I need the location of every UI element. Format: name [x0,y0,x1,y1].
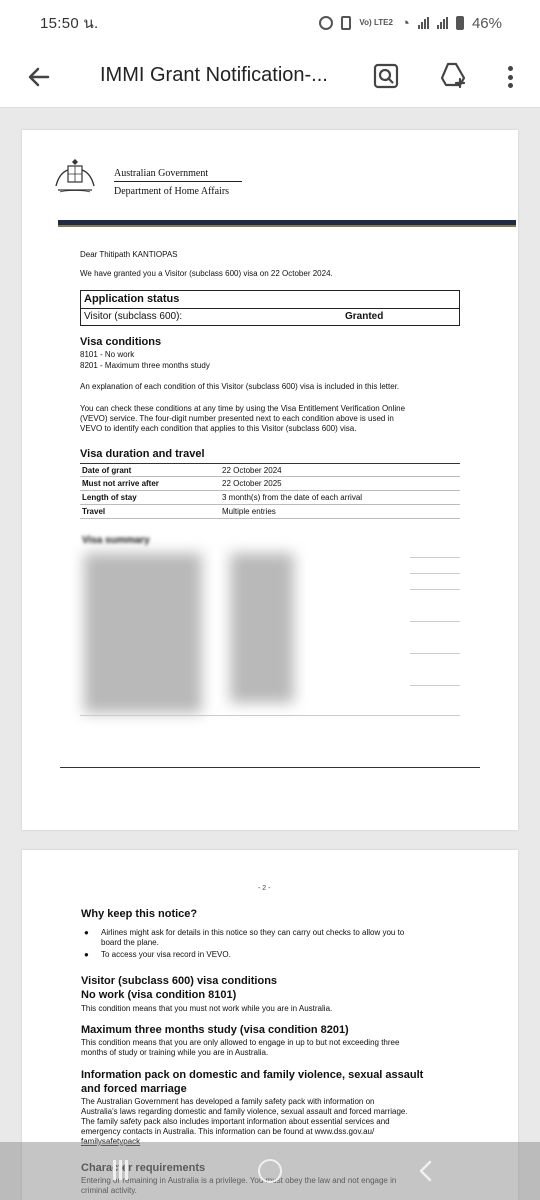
signal-icon [418,17,429,29]
row-label: Travel [82,507,106,516]
signal-icon-2 [437,17,448,29]
study-heading: Maximum three months study (visa condition 8201) [81,1024,349,1036]
no-work-text: This condition means that you must not work while you are in Australia. [81,1004,333,1013]
nav-back-icon[interactable] [414,1159,438,1183]
status-box-divider [81,308,459,309]
salutation: Dear Thitipath KANTIOPAS [80,250,178,259]
row-value: Multiple entries [222,507,276,516]
row-divider [80,715,460,716]
status-box-label: Visitor (subclass 600): [84,311,183,322]
table-row [80,463,460,477]
status-icons [319,15,502,32]
table-row [80,491,460,505]
condition-item: 8201 - Maximum three months study [80,361,210,370]
battery-icon [456,16,464,30]
document-title: IMMI Grant Notification-... [100,64,328,86]
row-divider [410,573,460,574]
bullet: ● [84,950,89,959]
conditions-explanation: An explanation of each condition of this Visitor (subclass 600) visa is included in this letter. [80,382,400,391]
row-value: 22 October 2024 [222,466,282,475]
redacted-block [84,553,202,713]
redacted-block [230,553,294,703]
row-label: Must not arrive after [82,479,159,488]
row-divider [410,685,460,686]
row-value: 3 month(s) from the date of each arrival [222,493,363,502]
status-time: 15:50 น. [40,15,99,32]
department-name: Department of Home Affairs [114,186,230,197]
application-status-box [80,290,460,326]
back-arrow-icon[interactable] [26,64,52,90]
no-work-heading: No work (visa condition 8101) [81,989,237,1001]
row-label: Length of stay [82,493,137,502]
coat-of-arms-icon [52,156,98,196]
info-pack-heading: Information pack on domestic and family violence, sexual assault [81,1069,424,1081]
alarm-icon [319,16,333,30]
redacted-visa-summary [80,535,460,717]
vibrate-icon [341,16,351,30]
more-options-icon[interactable] [502,64,518,90]
footer-rule [60,767,480,768]
status-box-value: Granted [345,311,384,322]
row-divider [410,653,460,654]
lte-icon: Vo) LTE2 [359,18,393,27]
row-label: Date of grant [82,466,132,475]
recent-apps-icon[interactable] [113,1160,131,1180]
home-icon[interactable] [258,1159,282,1183]
grant-sentence: We have granted you a Visitor (subclass 600) visa on 22 October 2024. [80,269,333,278]
visa-duration-heading: Visa duration and travel [80,448,205,460]
wifi-icon: ◔ [400,14,410,32]
bullet: ● [84,928,89,937]
visa-duration-table [80,463,460,519]
vevo-text-line: You can check these conditions at any time by using the Visa Entitlement Verification Online [80,404,406,413]
info-text-line: The Australian Government has developed a family safety pack with information on [81,1097,375,1106]
lens-search-icon[interactable] [372,62,400,90]
info-pack-heading: and forced marriage [81,1083,187,1095]
study-text-line: months of study or training while you are in Australia. [81,1048,269,1057]
row-value: 22 October 2025 [222,479,282,488]
page-number: - 2 - [258,885,271,892]
add-to-drive-icon[interactable] [438,60,468,90]
info-text-line: Australia's laws regarding domestic and family violence, sexual assault and forced marriage. [81,1107,408,1116]
header-rule [114,181,242,182]
vevo-text-line: VEVO to identify each condition that applies to this Visitor (subclass 600) visa. [80,424,357,433]
app-bar [0,46,540,108]
visa-conditions-heading: Visitor (subclass 600) visa conditions [81,975,278,987]
table-row [80,505,460,519]
table-row [80,477,460,491]
row-divider [410,589,460,590]
why-bullet-text: board the plane. [101,938,159,947]
study-text-line: This condition means that you are only allowed to engage in up to but not exceeding three [81,1038,400,1047]
visa-conditions-heading: Visa conditions [80,336,162,348]
government-name: Australian Government [114,168,209,179]
row-divider [410,621,460,622]
why-keep-heading: Why keep this notice? [81,908,198,920]
status-box-title: Application status [84,293,180,305]
document-page-1 [22,130,518,830]
navigation-bar [0,1142,540,1200]
status-bar [0,0,540,46]
visa-summary-heading: Visa summary [82,535,150,546]
header-band [58,220,516,227]
battery-percent: 46% [471,14,502,32]
info-text-line: emergency contacts in Australia. This information can be found at www.dss.gov.au/ [81,1127,375,1136]
why-bullet-text: To access your visa record in VEVO. [101,950,231,959]
vevo-text-line: (VEVO) service. The four-digit number presented next to each condition above is used in [80,414,394,423]
why-bullet-text: Airlines might ask for details in this notice so they can carry out checks to allow you to [101,928,405,937]
condition-item: 8101 - No work [80,350,135,359]
info-text-line: The family safety pack also includes important information about essential services and [81,1117,390,1126]
row-divider [410,557,460,558]
